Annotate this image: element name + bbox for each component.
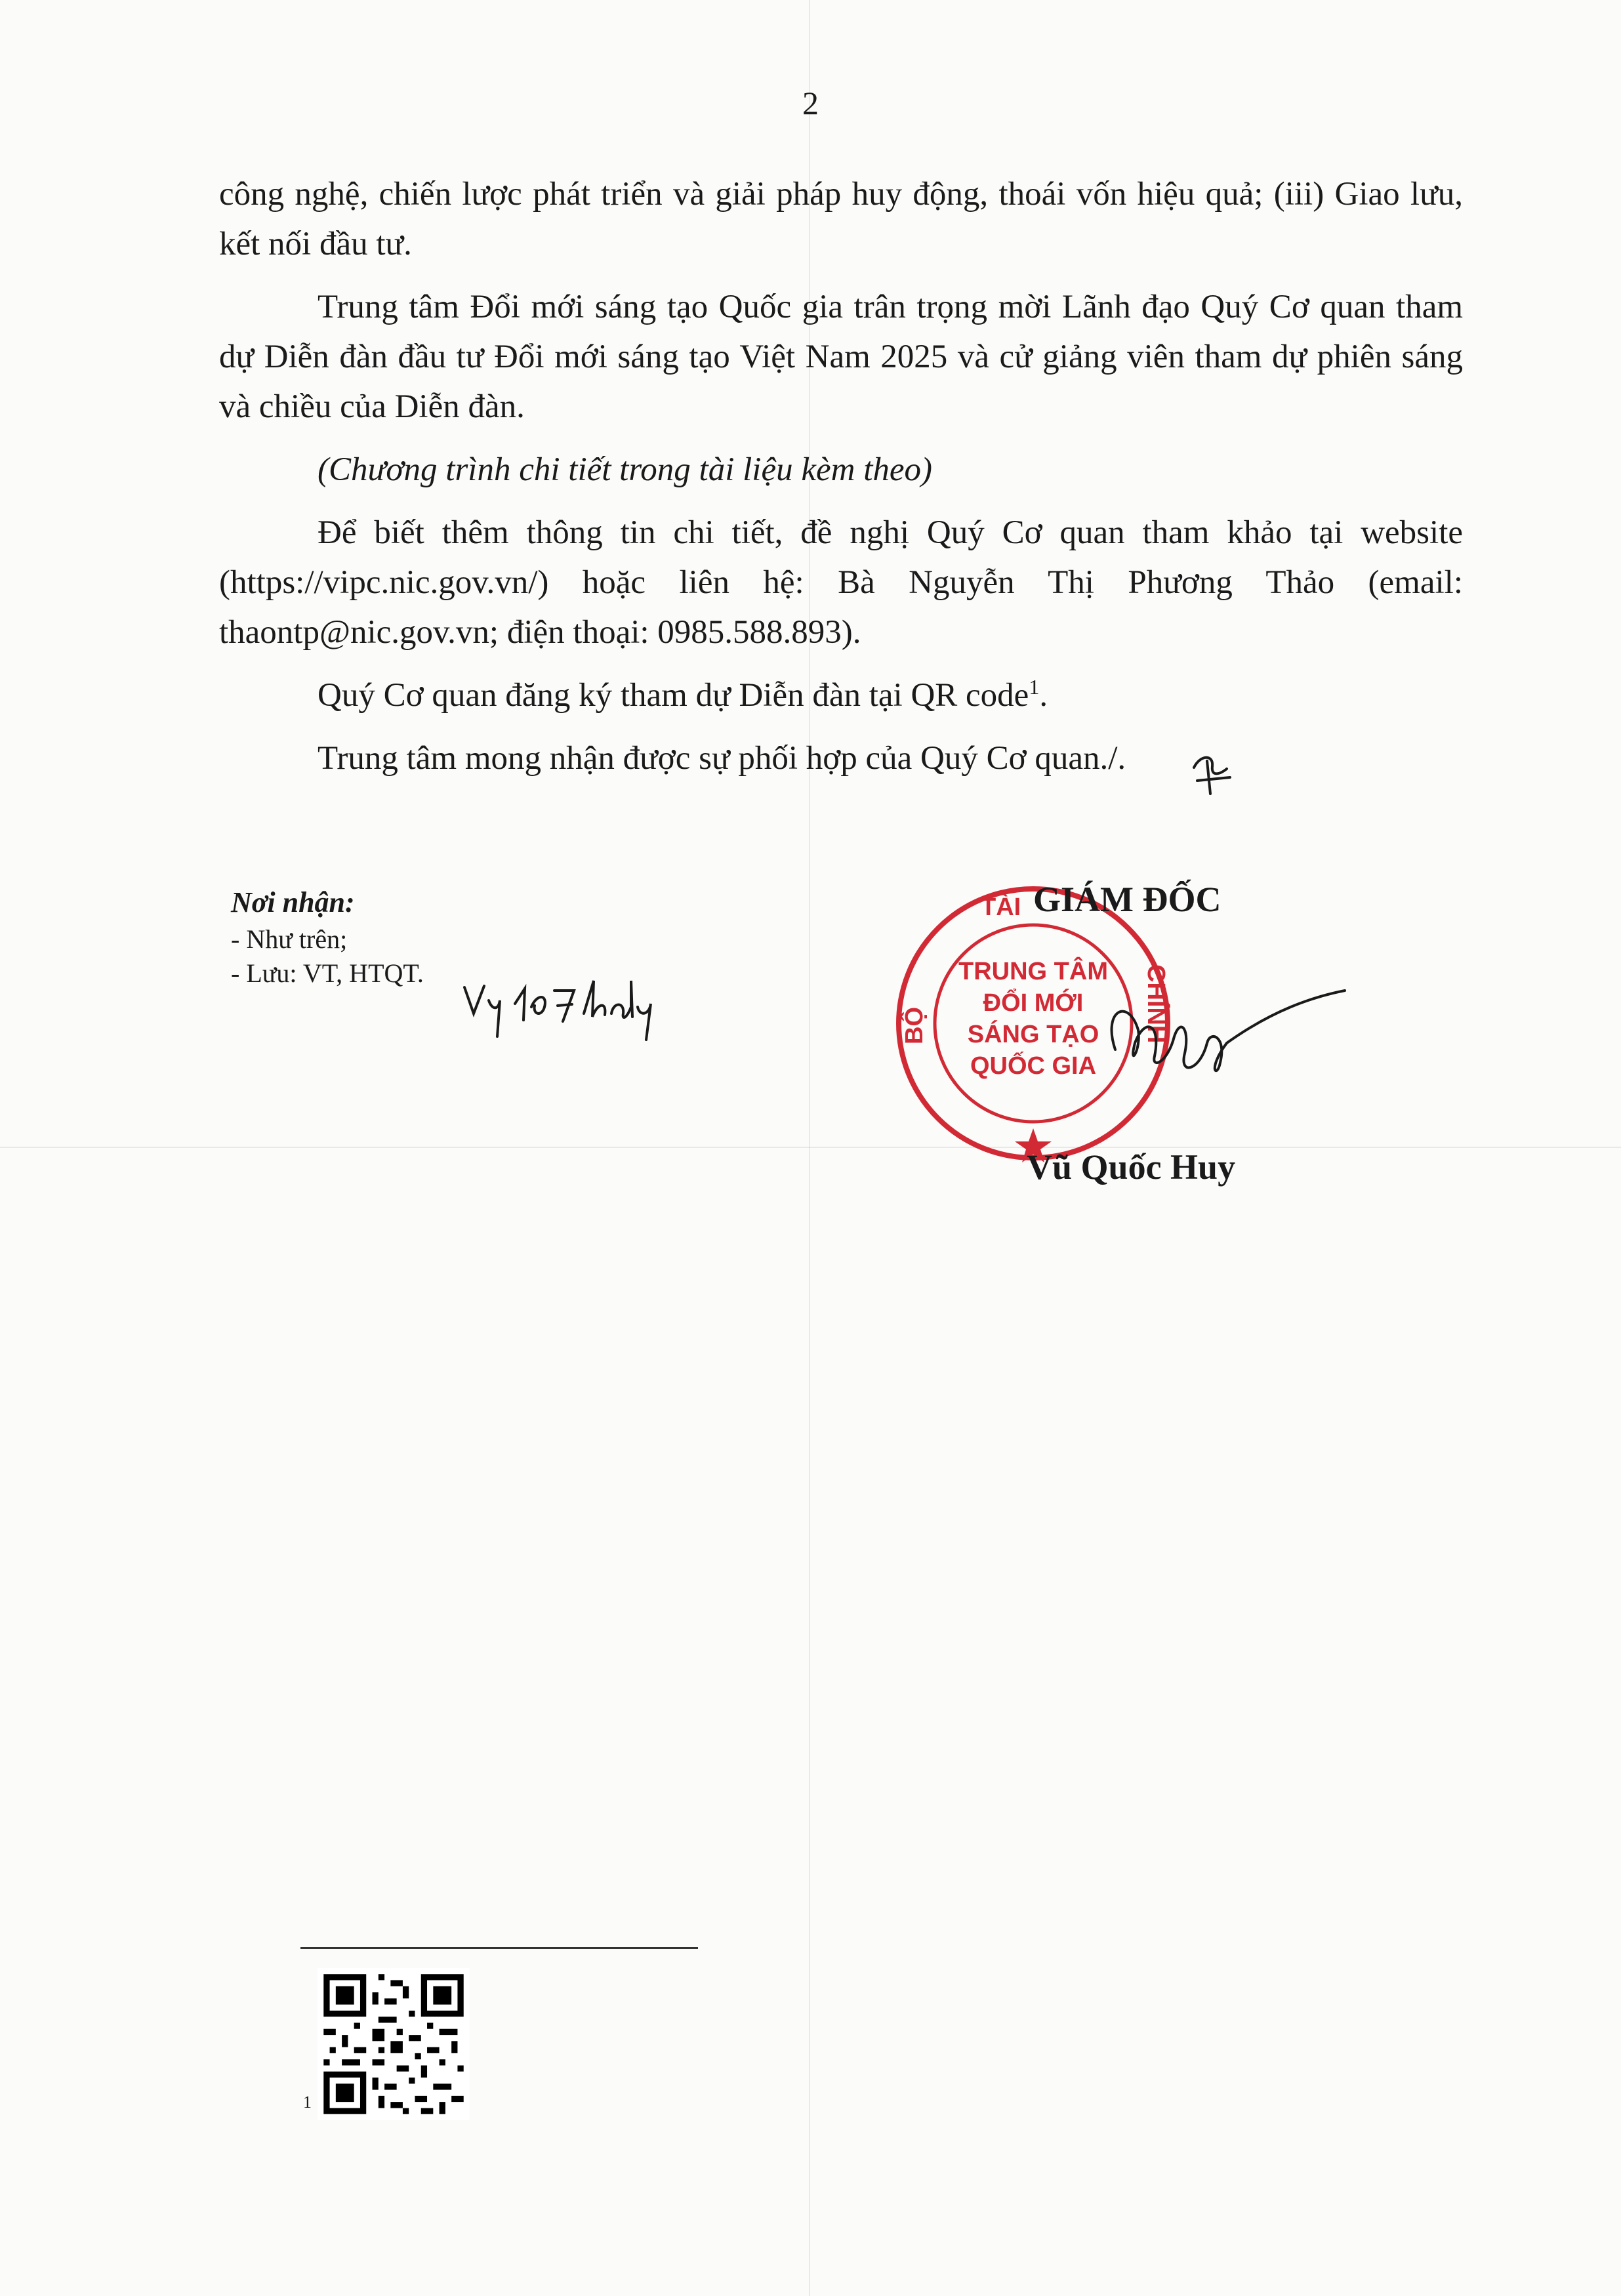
paragraph-closing: Trung tâm mong nhận được sự phối hợp của Quý Cơ quan./. (318, 740, 1126, 777)
footnote-divider (300, 1947, 698, 1949)
footnote-number: 1 (303, 2093, 312, 2112)
seal-line: QUỐC GIA (970, 1052, 1097, 1080)
seal-line: SÁNG TẠO (967, 1021, 1099, 1048)
seal-line: ĐỔI MỚI (983, 989, 1084, 1017)
registration-text: Quý Cơ quan đăng ký tham dự Diễn đàn tại QR code (318, 677, 1029, 714)
recipient-item: - Như trên; (231, 924, 348, 954)
footnote-marker: 1 (1029, 675, 1040, 699)
seal-left-text: BỘ (901, 1007, 928, 1044)
page-number: 2 (802, 85, 819, 121)
letter-body (219, 169, 1463, 783)
seal-top-text: TÀI (981, 893, 1021, 921)
registration-qr-code[interactable] (318, 1968, 470, 2120)
seal-line: TRUNG TÂM (958, 958, 1108, 985)
recipient-item: - Lưu: VT, HTQT. (231, 958, 424, 988)
recipients-block (231, 886, 424, 991)
seal-right-text: CHÍNH (1142, 964, 1170, 1044)
signature (1076, 971, 1351, 1102)
recipients-title: Nơi nhận: (231, 886, 355, 918)
signatory-title: GIÁM ĐỐC (1033, 880, 1221, 919)
initials-mark (1181, 741, 1240, 800)
paragraph-registration (219, 670, 1463, 720)
paragraph-program-note: (Chương trình chi tiết trong tài liệu kèm theo) (318, 451, 933, 488)
paragraph-contact-info: Để biết thêm thông tin chi tiết, đề nghị Quý Cơ quan tham khảo tại website (https://vipc.nic.gov.vn/) hoặc liên hệ: Bà Nguyễn Thị Phương Thảo (email: thaontp@nic.gov.vn; điện thoại: 0985.588.893). (219, 514, 1463, 651)
signatory-name: Vũ Quốc Huy (1027, 1147, 1236, 1187)
paragraph-investment-topics: công nghệ, chiến lược phát triển và giải pháp huy động, thoái vốn hiệu quả; (iii) Giao lưu, kết nối đầu tư. (219, 176, 1463, 262)
registration-period: . (1039, 677, 1048, 714)
paper-fold-horizontal (0, 1147, 1621, 1148)
handwritten-note (459, 974, 656, 1046)
paragraph-invitation: Trung tâm Đổi mới sáng tạo Quốc gia trân trọng mời Lãnh đạo Quý Cơ quan tham dự Diễn đàn đầu tư Đổi mới sáng tạo Việt Nam 2025 và cử giảng viên tham dự phiên sáng và chiều của Diễn đàn. (219, 289, 1463, 425)
